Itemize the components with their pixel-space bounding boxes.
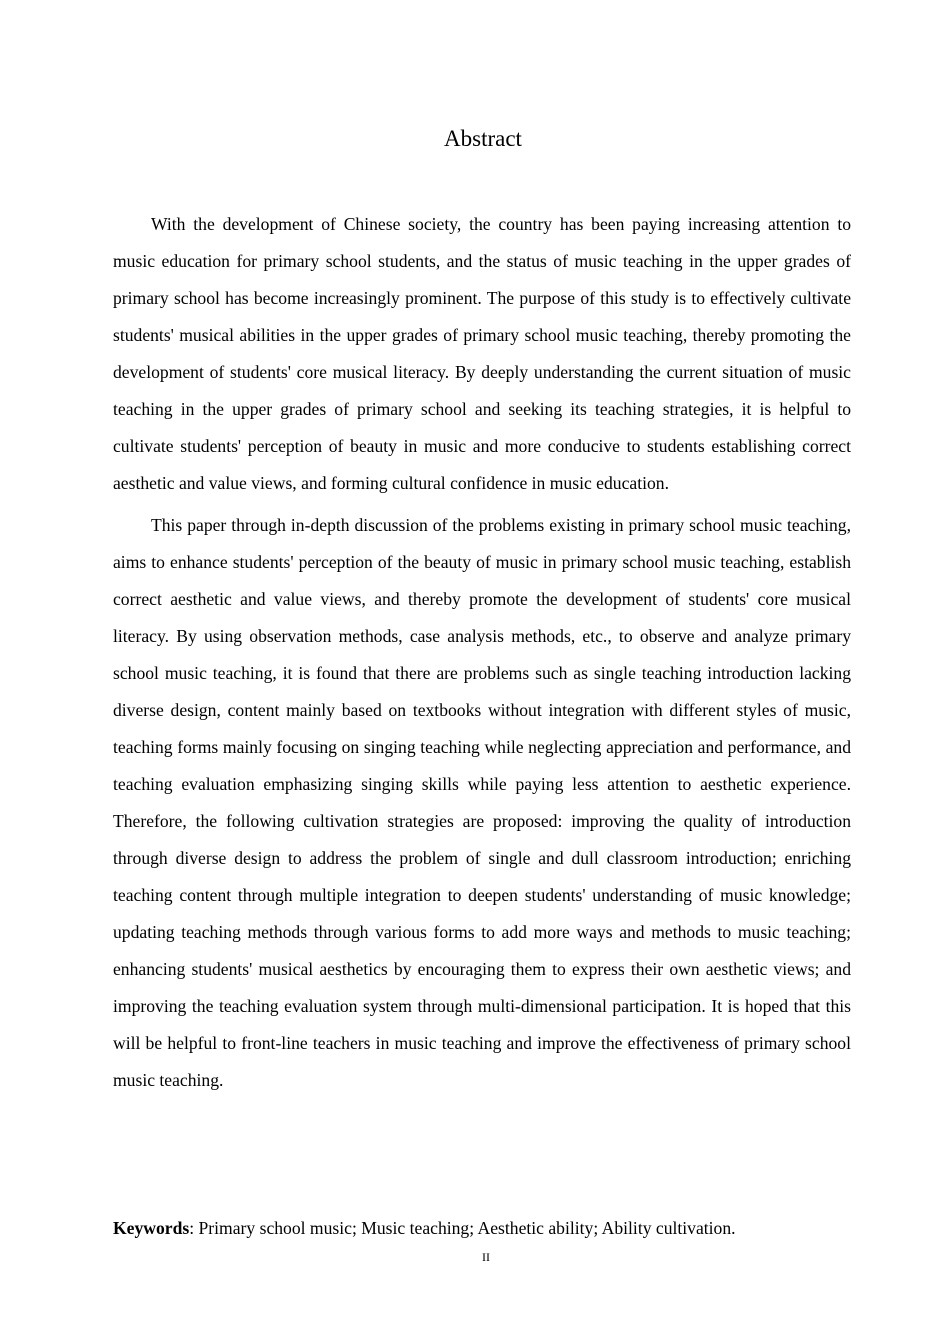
keywords-line bbox=[113, 1214, 853, 1242]
abstract-paragraph-2: This paper through in-depth discussion of the problems existing in primary school music teaching, aims to enhance students' perception of the beauty of music in primary school music teaching, establish correct aesthetic and value views, and thereby promote the development of students' core musical literacy. By using observation methods, case analysis methods, etc., to observe and analyze primary school music teaching, it is found that there are problems such as single teaching introduction lacking diverse design, content mainly based on textbooks without integration with different styles of music, teaching forms mainly focusing on singing teaching while neglecting appreciation and performance, and teaching evaluation emphasizing singing skills while paying less attention to aesthetic experience. Therefore, the following cultivation strategies are proposed: improving the quality of introduction through diverse design to address the problem of single and dull classroom introduction; enriching teaching content through multiple integration to deepen students' understanding of music knowledge; updating teaching methods through various forms to add more ways and methods to music teaching; enhancing students' musical aesthetics by encouraging them to express their own aesthetic views; and improving the teaching evaluation system through multi-dimensional participation. It is hoped that this will be helpful to front-line teachers in music teaching and improve the effectiveness of primary school music teaching. bbox=[113, 515, 851, 1090]
keywords-label: Keywords bbox=[113, 1218, 190, 1238]
abstract-body bbox=[113, 206, 851, 1099]
abstract-paragraph-1: With the development of Chinese society, the country has been paying increasing attention to music education for primary school students, and the status of music teaching in the upper grades of primary school has become increasingly prominent. The purpose of this study is to effectively cultivate students' musical abilities in the upper grades of primary school music teaching, thereby promoting the development of students' core musical literacy. By deeply understanding the current situation of music teaching in the upper grades of primary school and seeking its teaching strategies, it is helpful to cultivate students' perception of beauty in music and more conducive to students establishing correct aesthetic and value views, and forming cultural confidence in music education. bbox=[113, 214, 851, 493]
abstract-title: Abstract bbox=[444, 126, 522, 151]
keywords-list: : Primary school music; Music teaching; Aesthetic ability; Ability cultivation. bbox=[189, 1218, 736, 1238]
page-number: II bbox=[482, 1250, 490, 1264]
